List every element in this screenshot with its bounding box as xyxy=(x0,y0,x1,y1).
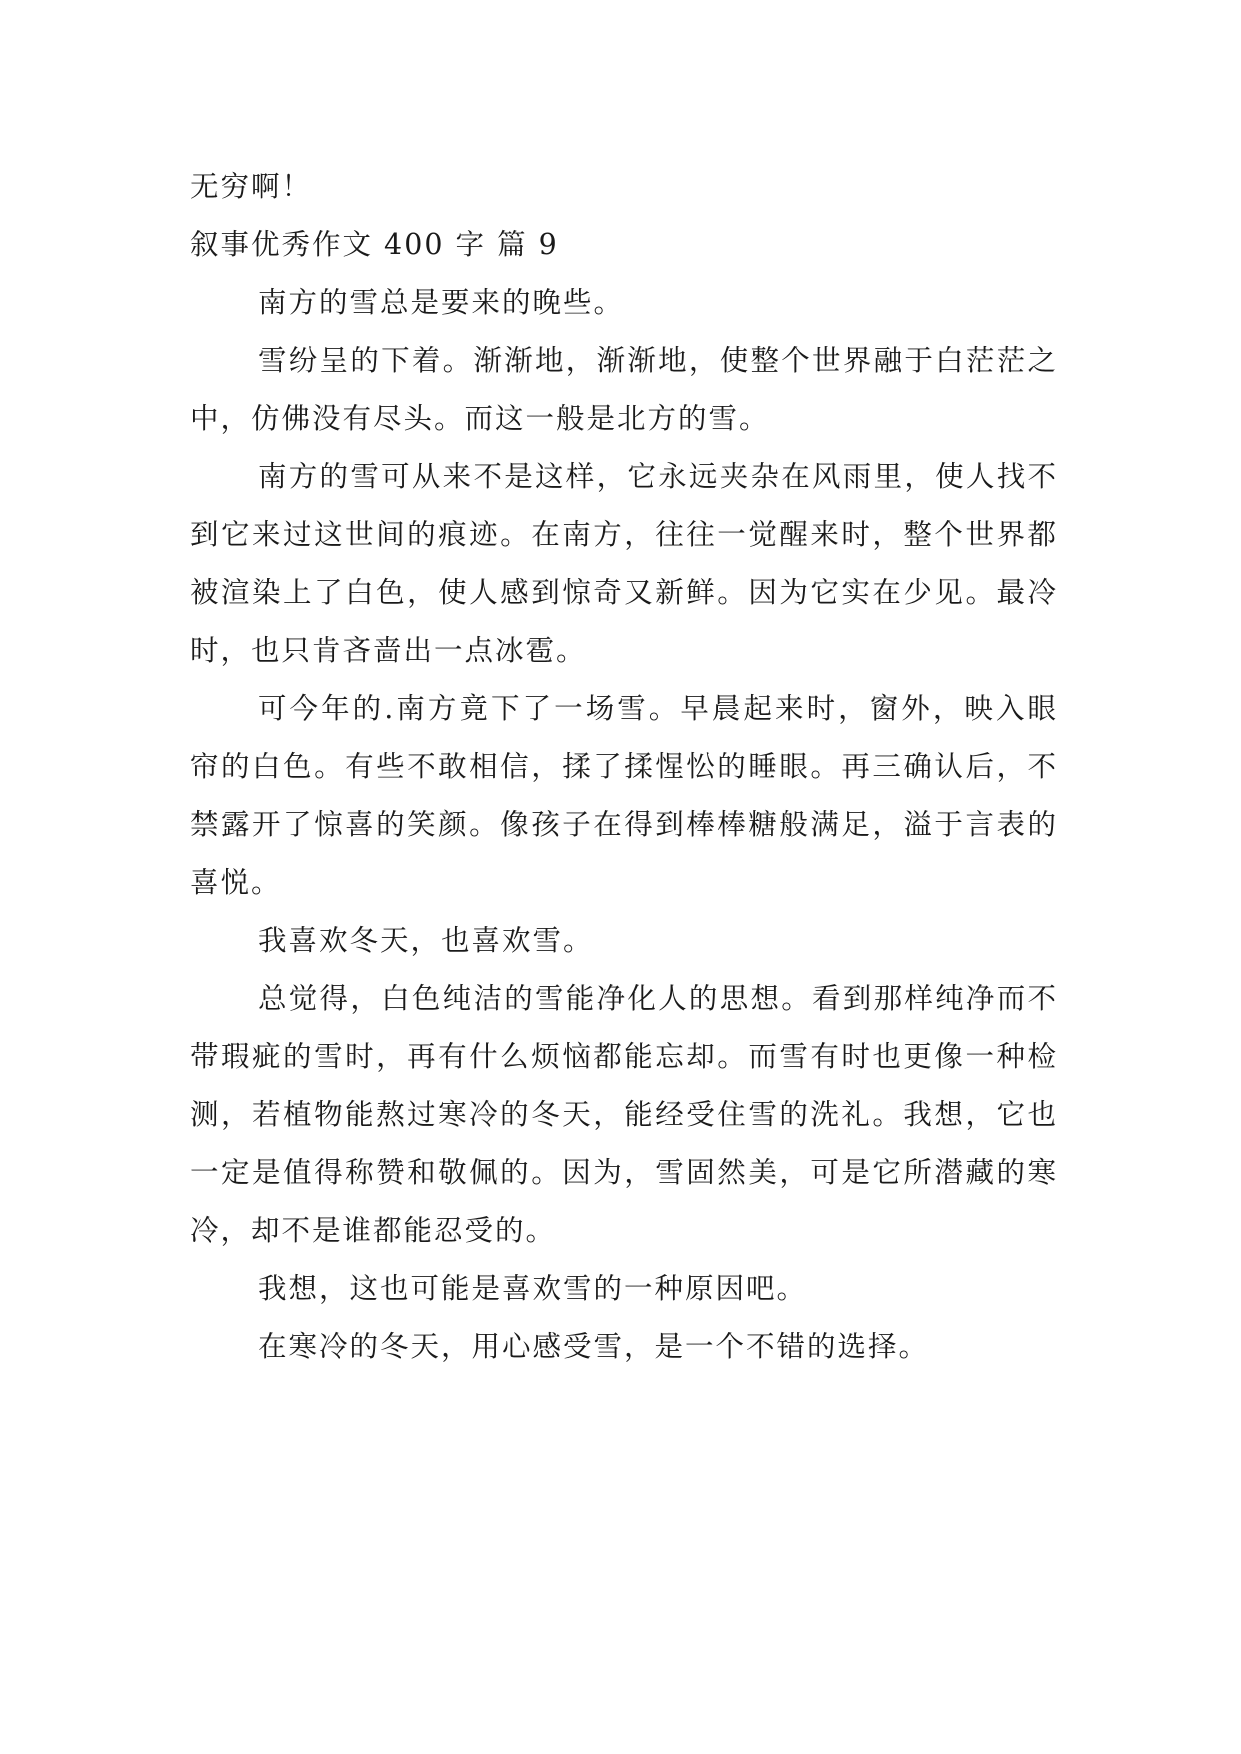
essay-heading: 叙事优秀作文 400 字 篇 9 xyxy=(190,228,559,261)
paragraph: 在寒冷的冬天，用心感受雪，是一个不错的选择。 xyxy=(258,1330,930,1363)
paragraph: 总觉得，白色纯洁的雪能净化人的思想。看到那样纯净而不带瑕疵的雪时，再有什么烦恼都能忘却。而雪有时也更像一种检测，若植物能熬过寒冷的冬天，能经受住雪的洗礼。我想，它也一定是值得称赞和敬佩的。因为，雪固然美，可是它所潜藏的寒冷，却不是谁都能忍受的。 xyxy=(190,982,1058,1247)
paragraph: 我喜欢冬天，也喜欢雪。 xyxy=(258,924,594,957)
paragraph: 可今年的.南方竟下了一场雪。早晨起来时，窗外，映入眼帘的白色。有些不敢相信，揉了揉惺忪的睡眼。再三确认后，不禁露开了惊喜的笑颜。像孩子在得到棒棒糖般满足，溢于言表的喜悦。 xyxy=(190,692,1058,899)
document-body xyxy=(190,158,1058,1376)
carry-over-line: 无穷啊！ xyxy=(190,170,313,203)
paragraph: 南方的雪总是要来的晚些。 xyxy=(258,286,625,319)
paragraph: 我想，这也可能是喜欢雪的一种原因吧。 xyxy=(258,1272,808,1305)
paragraph: 南方的雪可从来不是这样，它永远夹杂在风雨里，使人找不到它来过这世间的痕迹。在南方，往往一觉醒来时，整个世界都被渲染上了白色，使人感到惊奇又新鲜。因为它实在少见。最冷时，也只肯吝啬出一点冰雹。 xyxy=(190,460,1058,667)
paragraph: 雪纷呈的下着。渐渐地，渐渐地，使整个世界融于白茫茫之中，仿佛没有尽头。而这一般是北方的雪。 xyxy=(190,344,1058,435)
